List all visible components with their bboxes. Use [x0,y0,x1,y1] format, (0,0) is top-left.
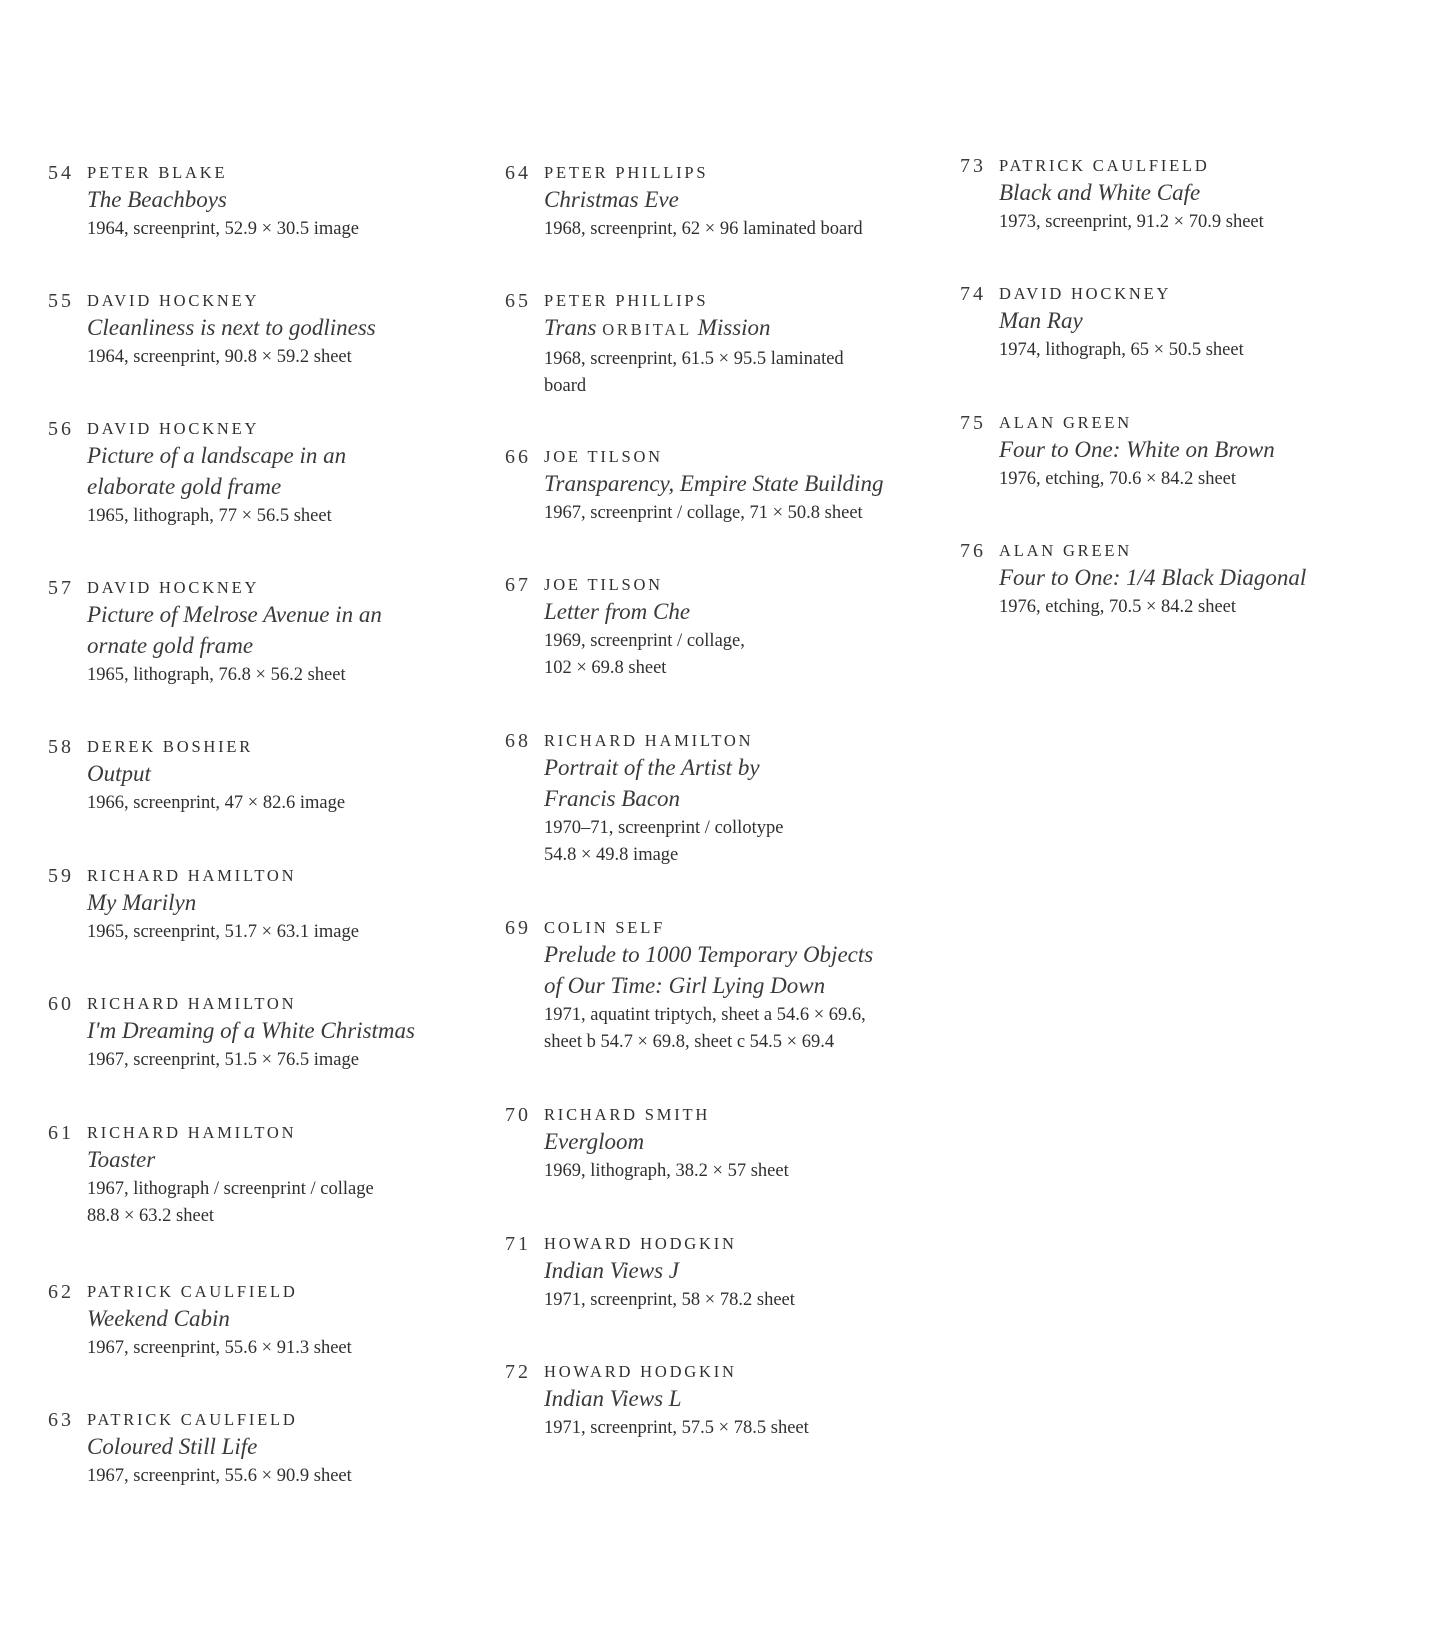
catalogue-entry [505,1361,925,1442]
entry-details-line-2: 88.8 × 63.2 sheet [87,1206,215,1226]
catalogue-entry [48,290,468,371]
catalogue-entry [48,162,468,243]
entry-details: 1974, lithograph, 65 × 50.5 sheet [999,340,1244,360]
entry-number: 58 [48,736,74,758]
entry-artist: ALAN GREEN [999,413,1132,432]
entry-title-line-1: Prelude to 1000 Temporary Objects [544,942,874,967]
entry-details: 1967, screenprint, 55.6 × 91.3 sheet [87,1338,352,1358]
catalogue-entry [505,574,925,682]
entry-artist: RICHARD HAMILTON [87,994,297,1013]
entry-title-line-2: ornate gold frame [87,633,254,658]
catalogue-entry [48,865,468,946]
catalogue-entry [48,1122,468,1230]
entry-title: Coloured Still Life [87,1434,258,1459]
entry-details-line-1: 1968, screenprint, 61.5 × 95.5 laminated [544,349,844,369]
entry-title: Man Ray [999,308,1083,333]
entry-number: 76 [960,540,986,562]
entry-title: My Marilyn [87,890,197,915]
entry-details: 1965, screenprint, 51.7 × 63.1 image [87,922,359,942]
catalogue-entry [505,730,925,869]
entry-number: 72 [505,1361,531,1383]
catalogue-entry [505,446,925,527]
entry-artist: PETER BLAKE [87,163,228,182]
catalogue-entry [48,1409,468,1490]
entry-artist: PATRICK CAULFIELD [87,1410,298,1429]
entry-title: Four to One: 1/4 Black Diagonal [999,565,1307,590]
entry-details: 1965, lithograph, 77 × 56.5 sheet [87,506,332,526]
entry-details: 1964, screenprint, 52.9 × 30.5 image [87,219,359,239]
entry-artist: PATRICK CAULFIELD [999,156,1210,175]
entry-number: 73 [960,155,986,177]
entry-title: Output [87,761,151,786]
entry-title: Indian Views L [544,1386,682,1411]
entry-title: Weekend Cabin [87,1306,230,1331]
entry-title-line-2: of Our Time: Girl Lying Down [544,973,826,998]
entry-title [544,312,925,345]
entry-title: Letter from Che [544,599,691,624]
entry-details-line-1: 1967, lithograph / screenprint / collage [87,1179,374,1199]
entry-artist: ALAN GREEN [999,541,1132,560]
entry-title: Christmas Eve [544,187,679,212]
entry-artist: DAVID HOCKNEY [87,291,260,310]
entry-artist: JOE TILSON [544,447,663,466]
entry-artist: HOWARD HODGKIN [544,1362,737,1381]
entry-details-line-2: board [544,376,587,396]
entry-details: 1976, etching, 70.6 × 84.2 sheet [999,469,1237,489]
entry-title: Four to One: White on Brown [999,437,1275,462]
entry-title-smallcaps: ORBITAL [602,320,692,339]
catalogue-entry [505,162,925,243]
entry-details-line-1: 1969, screenprint / collage, [544,631,745,651]
entry-artist: DAVID HOCKNEY [999,284,1172,303]
entry-artist: RICHARD SMITH [544,1105,711,1124]
entry-number: 74 [960,283,986,305]
entry-title-part: Trans [544,315,597,340]
entry-details-line-2: 54.8 × 49.8 image [544,845,679,865]
entry-number: 59 [48,865,74,887]
entry-title-line-1: Picture of Melrose Avenue in an [87,602,382,627]
entry-title-line-2: elaborate gold frame [87,474,282,499]
entry-details-line-2: 102 × 69.8 sheet [544,658,667,678]
entry-number: 56 [48,418,74,440]
entry-details: 1969, lithograph, 38.2 × 57 sheet [544,1161,789,1181]
entry-details-line-1: 1971, aquatint triptych, sheet a 54.6 × 69.6, [544,1005,866,1025]
entry-details: 1967, screenprint, 55.6 × 90.9 sheet [87,1466,352,1486]
entry-artist: PETER PHILLIPS [544,163,709,182]
catalogue-entry [960,540,1360,621]
catalogue-entry [48,736,468,817]
entry-title: The Beachboys [87,187,227,212]
entry-title-line-1: Portrait of the Artist by [544,755,760,780]
entry-number: 64 [505,162,531,184]
catalogue-entry [505,1104,925,1185]
catalogue-entry [505,290,925,400]
entry-title: Transparency, Empire State Building [544,471,884,496]
catalogue-entry [48,993,468,1074]
entry-artist: RICHARD HAMILTON [87,866,297,885]
catalogue-entry [505,917,925,1056]
entry-number: 54 [48,162,74,184]
entry-artist: DEREK BOSHIER [87,737,254,756]
entry-number: 65 [505,290,531,312]
entry-number: 75 [960,412,986,434]
entry-artist: DAVID HOCKNEY [87,578,260,597]
entry-artist: RICHARD HAMILTON [544,731,754,750]
entry-artist: JOE TILSON [544,575,663,594]
entry-title: Toaster [87,1147,156,1172]
entry-artist: RICHARD HAMILTON [87,1123,297,1142]
entry-details: 1971, screenprint, 57.5 × 78.5 sheet [544,1418,809,1438]
catalogue-entry [960,412,1360,493]
catalogue-entry [48,1281,468,1362]
entry-details-line-2: sheet b 54.7 × 69.8, sheet c 54.5 × 69.4 [544,1032,835,1052]
entry-details: 1971, screenprint, 58 × 78.2 sheet [544,1290,795,1310]
entry-title-line-1: Picture of a landscape in an [87,443,347,468]
entry-title: Evergloom [544,1129,645,1154]
catalogue-entry [960,283,1360,364]
catalogue-entry [48,577,468,689]
entry-title: I'm Dreaming of a White Christmas [87,1018,415,1043]
entry-details: 1964, screenprint, 90.8 × 59.2 sheet [87,347,352,367]
entry-number: 70 [505,1104,531,1126]
entry-title: Indian Views J [544,1258,679,1283]
entry-title: Cleanliness is next to godliness [87,315,376,340]
entry-artist: PATRICK CAULFIELD [87,1282,298,1301]
entry-number: 60 [48,993,74,1015]
entry-details: 1967, screenprint / collage, 71 × 50.8 sheet [544,503,863,523]
entry-details: 1976, etching, 70.5 × 84.2 sheet [999,597,1237,617]
entry-number: 68 [505,730,531,752]
entry-number: 69 [505,917,531,939]
entry-artist: DAVID HOCKNEY [87,419,260,438]
entry-details: 1967, screenprint, 51.5 × 76.5 image [87,1050,359,1070]
entry-details: 1966, screenprint, 47 × 82.6 image [87,793,346,813]
entry-title-part: Mission [697,315,771,340]
entry-number: 57 [48,577,74,599]
catalogue-entry [48,418,468,530]
entry-title: Black and White Cafe [999,180,1201,205]
entry-artist: HOWARD HODGKIN [544,1234,737,1253]
entry-details: 1973, screenprint, 91.2 × 70.9 sheet [999,212,1264,232]
entry-details-line-1: 1970–71, screenprint / collotype [544,818,784,838]
entry-number: 63 [48,1409,74,1431]
entry-number: 66 [505,446,531,468]
entry-artist: PETER PHILLIPS [544,291,709,310]
entry-number: 55 [48,290,74,312]
catalogue-entry [505,1233,925,1314]
entry-number: 62 [48,1281,74,1303]
entry-title-line-2: Francis Bacon [544,786,681,811]
entry-artist: COLIN SELF [544,918,666,937]
entry-number: 61 [48,1122,74,1144]
entry-details: 1965, lithograph, 76.8 × 56.2 sheet [87,665,346,685]
entry-details: 1968, screenprint, 62 × 96 laminated board [544,219,863,239]
catalogue-entry [960,155,1360,236]
entry-number: 71 [505,1233,531,1255]
entry-number: 67 [505,574,531,596]
